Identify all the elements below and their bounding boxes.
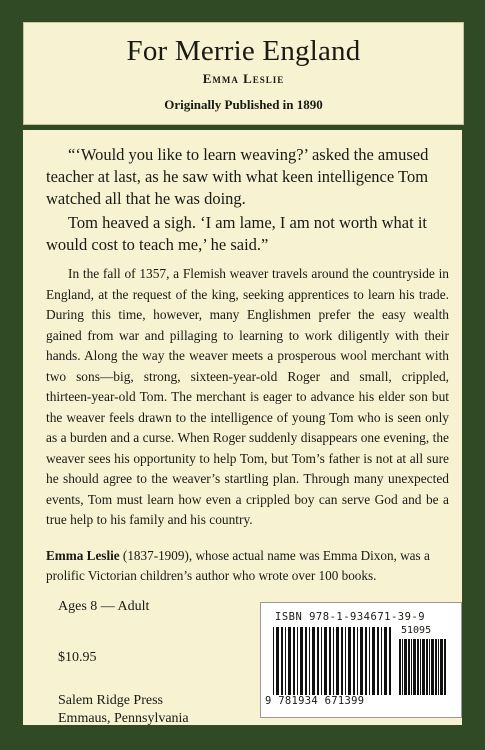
publisher-info (58, 692, 189, 728)
excerpt-quote (46, 144, 446, 256)
price: $10.95 (58, 650, 97, 665)
author-bio (46, 546, 449, 586)
barcode-supplement-number: 51095 (401, 625, 432, 636)
book-title: For Merrie England (126, 35, 361, 67)
isbn-number: ISBN 978-1-934671-39-9 (275, 611, 426, 623)
bio-text: (1837-1909), whose actual name was Emma Dixon, was a prolific Victorian children’s author who wrote over 100 books. (46, 548, 430, 583)
bio-author-name: Emma Leslie (46, 548, 120, 563)
isbn-barcode (260, 602, 462, 718)
publisher-name: Salem Ridge Press (58, 693, 163, 708)
barcode-supplement-bars-icon (399, 639, 449, 695)
author-name: Emma Leslie (202, 71, 285, 86)
quote-paragraph-2: Tom heaved a sigh. ‘I am lame, I am not worth what it would cost to teach me,’ he said.” (46, 213, 427, 254)
publisher-location: Emmaus, Pennsylvania (58, 711, 189, 726)
age-range: Ages 8 — Adult (58, 599, 150, 614)
content-panel (23, 130, 462, 725)
quote-paragraph-1: “‘Would you like to learn weaving?’ asked the amused teacher at last, as he saw with what keen intelligence Tom watched all that he was doing. (46, 145, 429, 208)
ean-number: 9 781934 671399 (265, 695, 365, 707)
publication-note: Originally Published in 1890 (164, 97, 323, 112)
header-panel (23, 22, 464, 125)
book-description: In the fall of 1357, a Flemish weaver travels around the countryside in England, at the request of the king, seeking apprentices to learn his trade. During this time, however, many Englishmen prefer the easy wealth gained from war and pillaging to learning to work diligently with their hands. Along the way the weaver meets a prosperous wool merchant with two sons—big, strong, sixteen-year-old Roger and small, crippled, thirteen-year-old Tom. The merchant is eager to advance his elder son but the weaver feels drawn to the intelligence of young Tom who is seen only as a burden and a curse. When Roger suddenly disappears one evening, the weaver sees his opportunity to help Tom, but Tom’s father is not at all sure he should agree to the weaver’s startling plan. Through many unexpected events, Tom must learn how even a crippled boy can serve God and be a true help to his family and his country. (46, 266, 449, 527)
barcode-bars-icon (273, 627, 395, 695)
